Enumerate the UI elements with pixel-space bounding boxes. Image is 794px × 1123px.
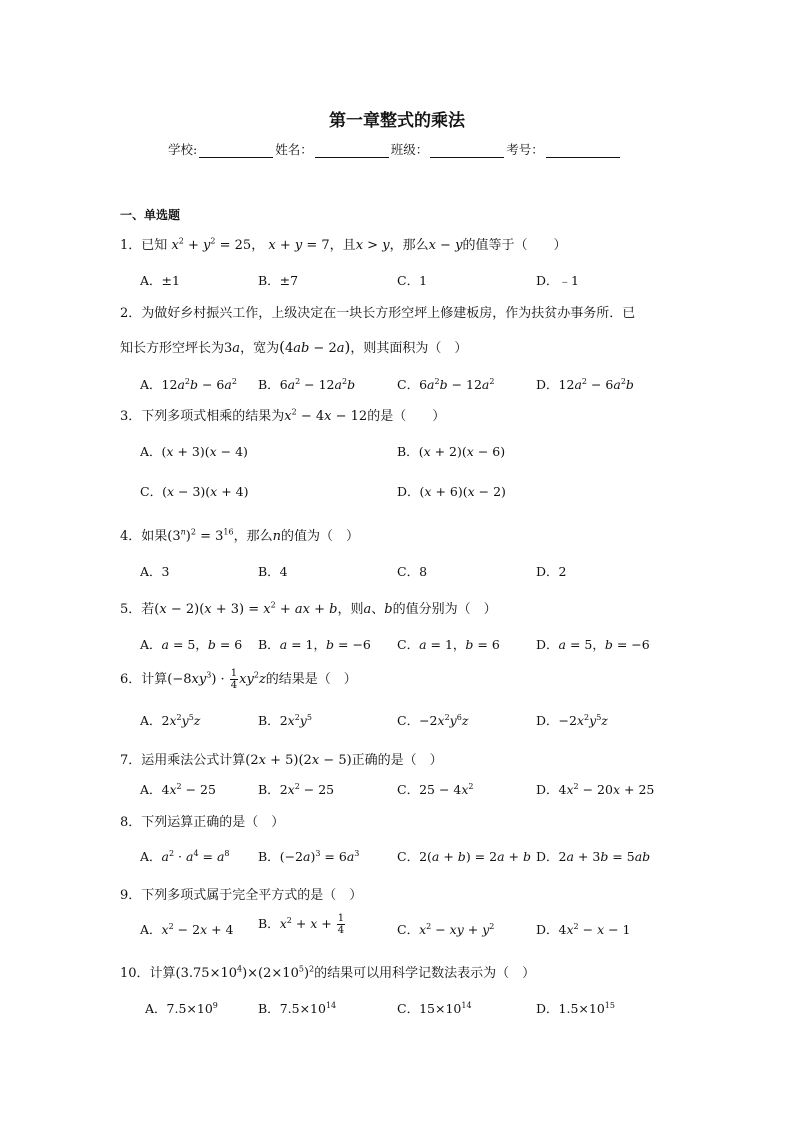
q1-and: ，且 <box>329 238 356 253</box>
q4-text3: 的值为（ ） <box>280 529 359 544</box>
question-6: 6．计算$(-8xy^3)$ · $\frac{1}{4}$ $xy^2z$的结果是（ ） <box>120 668 357 691</box>
q2-text1: 知长方形空坪长为 <box>120 341 225 356</box>
q6-text1: 6．计算 <box>120 672 168 687</box>
q1-option-d[interactable]: D．﹣1 <box>536 273 579 288</box>
q4-option-c[interactable]: C．8 <box>397 564 428 579</box>
school-blank[interactable] <box>199 145 273 158</box>
q5-text4: 的值分别为（ ） <box>392 602 497 617</box>
question-7: 7．运用乘法公式计算(2x + 5)(2x − 5)正确的是（ ） <box>120 753 443 768</box>
q8-option-a[interactable]: A．$a^2 \cdot a^4 = a^8$ <box>140 848 230 864</box>
question-5: 5．若$(x - 2)(x + 3) = x^2$ + ax + b，则a、b的值分别为（ ） <box>120 600 497 617</box>
question-1: 1．已知 $x^2 + y^2 = 25$， x + y = 7，且x > y，那么x − y的值等于（ ） <box>120 236 567 253</box>
q10-option-b[interactable]: B．$7.5\times 10^{14}$ <box>258 1000 337 1016</box>
q8-option-b[interactable]: B．$(-2a)^3 = 6a^3$ <box>258 848 360 864</box>
q1-option-a[interactable]: A．±1 <box>140 273 180 288</box>
q5-text3: 、 <box>371 602 385 617</box>
question-2-line2: 知长方形空坪长为3a，宽为(4ab − 2a)，则其面积为（ ） <box>120 338 468 356</box>
q9-option-d[interactable]: D．$4x^2 - x - 1$ <box>536 921 631 937</box>
class-label: 班级： <box>390 142 429 157</box>
q4-text1: 4．如果 <box>120 529 168 544</box>
q10-option-d[interactable]: D．$1.5\times 10^{15}$ <box>536 1000 615 1016</box>
q7-text2: 正确的是（ ） <box>351 753 443 768</box>
q3-text2: 的是（ ） <box>367 409 446 424</box>
q9-option-a[interactable]: A．$x^2 - 2x + 4$ <box>140 921 234 937</box>
q6-option-b[interactable]: B．$2x^2y^5$ <box>258 712 312 728</box>
q4-option-b[interactable]: B．4 <box>258 564 288 579</box>
q4-option-d[interactable]: D．2 <box>536 564 567 579</box>
q1-comma: ， <box>251 238 265 253</box>
q8-option-d[interactable]: D．2a + 3b = 5ab <box>536 849 651 864</box>
q5-option-d[interactable]: D．a = 5，b = −6 <box>536 637 650 652</box>
question-10: 10．计算$(3.75\times 10^4)\times(2\times 10^5)^2$的结果可以用科学记数法表示为（ ） <box>120 964 536 981</box>
q6-option-c[interactable]: C．$-2x^2y^6z$ <box>397 712 469 728</box>
q1-then: ，那么 <box>389 238 429 253</box>
question-2-line1: 2．为做好乡村振兴工作，上级决定在一块长方形空坪上修建板房，作为扶贫办事务所．已 <box>120 306 636 321</box>
q1-text: 已知 <box>141 238 168 253</box>
q6-option-d[interactable]: D．$-2x^2y^5z$ <box>536 712 608 728</box>
q9-option-b[interactable]: B．$x^2 + x$ + $\frac{1}{4}$ <box>258 913 345 936</box>
q10-text2: 的结果可以用科学记数法表示为（ ） <box>314 966 536 981</box>
q4-option-a[interactable]: A．3 <box>140 564 170 579</box>
q5-text1: 5．若 <box>120 602 155 617</box>
question-4: 4．如果$(3^n)^2 = 3^{16}$，那么n的值为（ ） <box>120 527 359 544</box>
q2-option-a[interactable]: A．$12a^2b - 6a^2$ <box>140 376 237 392</box>
q3-option-a[interactable]: A．(x + 3)(x − 4) <box>140 444 248 459</box>
name-label: 姓名： <box>275 142 313 157</box>
q9-option-c[interactable]: C．$x^2$ − xy + $y^2$ <box>397 921 495 937</box>
q5-text2: ，则 <box>337 602 364 617</box>
q1-option-b[interactable]: B．±7 <box>258 273 299 288</box>
q7-text1: 7．运用乘法公式计算 <box>120 753 246 768</box>
q4-text2: ，那么 <box>233 529 273 544</box>
number-label: 考号： <box>506 142 544 157</box>
q1-option-c[interactable]: C．1 <box>397 273 428 288</box>
q1-tail: 的值等于（ ） <box>462 238 567 253</box>
q2-option-d[interactable]: D．$12a^2 - 6a^2b$ <box>536 376 634 392</box>
question-8: 8．下列运算正确的是（ ） <box>120 815 285 830</box>
q2-option-b[interactable]: B．$6a^2 - 12a^2b$ <box>258 376 356 392</box>
q2-text2: ，宽为 <box>240 341 280 356</box>
q5-option-b[interactable]: B．a = 1，b = −6 <box>258 637 371 652</box>
q5-option-a[interactable]: A．a = 5，b = 6 <box>140 637 243 652</box>
number-blank[interactable] <box>546 145 620 158</box>
q3-option-b[interactable]: B．(x + 2)(x − 6) <box>397 444 506 459</box>
school-label: 学校: <box>168 142 198 157</box>
q6-option-a[interactable]: A．$2x^2y^5z$ <box>140 712 201 728</box>
q7-option-d[interactable]: D．$4x^2 - 20x + 25$ <box>536 781 655 797</box>
q2-option-c[interactable]: C．$6a^2b - 12a^2$ <box>397 376 495 392</box>
q10-option-a[interactable]: A．$7.5\times 10^9$ <box>145 1000 218 1016</box>
q7-option-c[interactable]: C．$25 - 4x^2$ <box>397 781 474 797</box>
question-3: 3．下列多项式相乘的结果为$x^2 - 4x - 12$的是（ ） <box>120 407 446 424</box>
q7-option-b[interactable]: B．$2x^2 - 25$ <box>258 781 335 797</box>
q3-option-d[interactable]: D．(x + 6)(x − 2) <box>397 484 506 499</box>
q3-text1: 3．下列多项式相乘的结果为 <box>120 409 285 424</box>
question-9: 9．下列多项式属于完全平方式的是（ ） <box>120 888 363 903</box>
section-heading: 一、单选题 <box>120 208 181 222</box>
name-blank[interactable] <box>315 145 389 158</box>
q5-option-c[interactable]: C．a = 1，b = 6 <box>397 637 500 652</box>
q1-number: 1． <box>120 238 142 253</box>
q6-text2: 的结果是（ ） <box>265 672 357 687</box>
q8-option-c[interactable]: C．2(a + b) = 2a + b <box>397 849 531 864</box>
q10-option-c[interactable]: C．$15\times 10^{14}$ <box>397 1000 472 1016</box>
q3-option-c[interactable]: C．(x − 3)(x + 4) <box>140 484 249 499</box>
page-title: 第一章整式的乘法 <box>329 111 465 131</box>
q7-option-a[interactable]: A．$4x^2 - 25$ <box>140 781 216 797</box>
student-info-line <box>168 140 622 158</box>
q10-text1: 10．计算 <box>120 966 176 981</box>
q2-text3: ，则其面积为（ ） <box>350 341 468 356</box>
class-blank[interactable] <box>430 145 504 158</box>
